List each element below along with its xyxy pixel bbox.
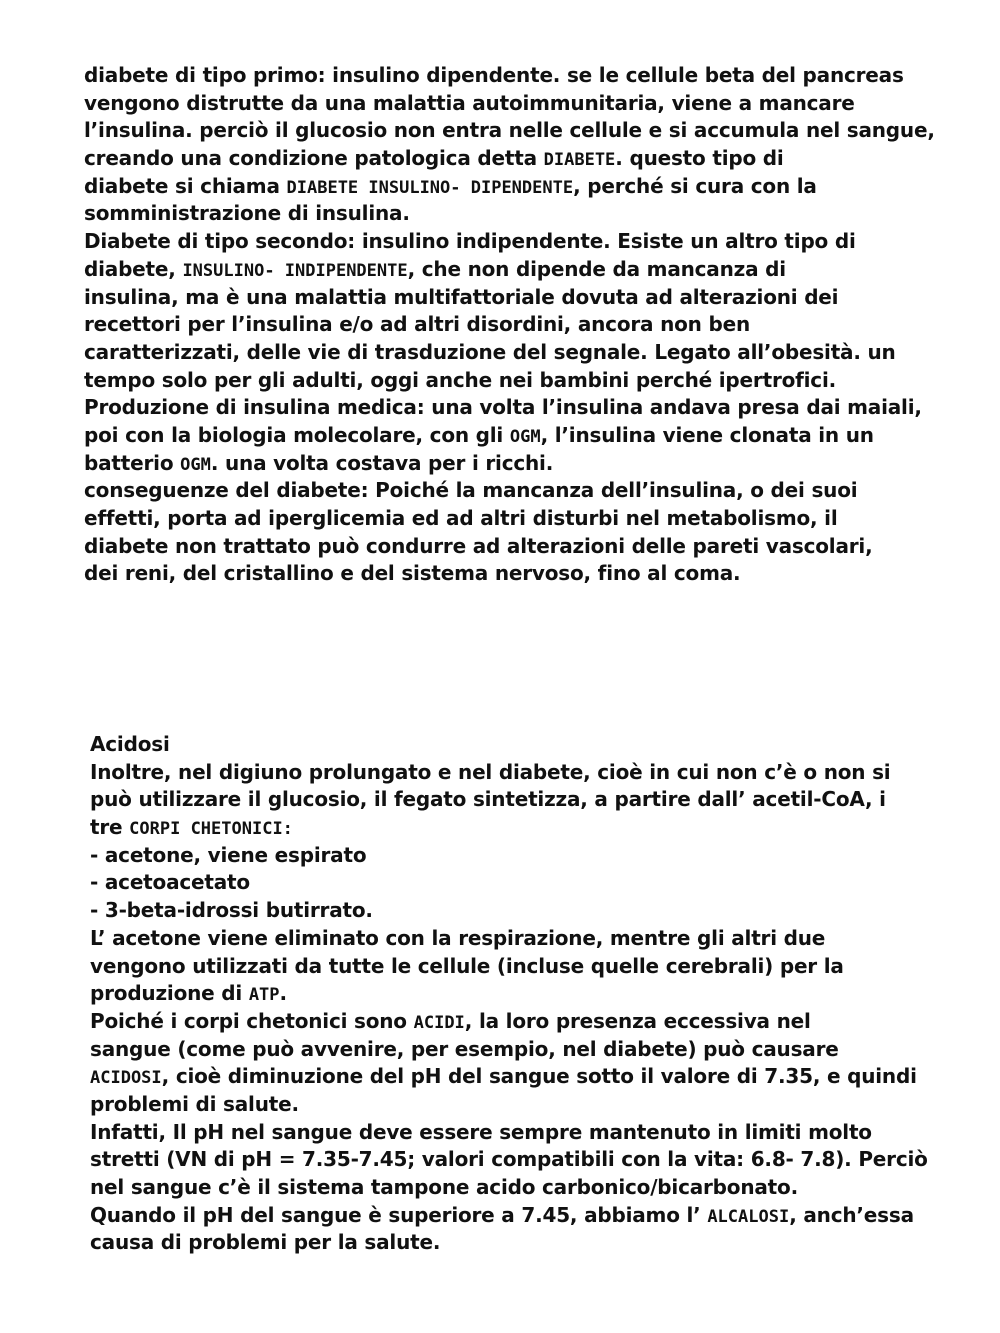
text-run: recettori per l’insulina e/o ad altri disordini, ancora non ben (84, 312, 750, 337)
emphasized-term: ALCALOSI (707, 1206, 790, 1227)
emphasized-term: ACIDOSI (90, 1068, 162, 1089)
text-run: dei reni, del cristallino e del sistema nervoso, fino al coma. (84, 561, 741, 586)
emphasized-term: CORPI CHETONICI: (129, 819, 293, 840)
text-run: conseguenze del diabete: Poiché la mancanza dell’insulina, o dei suoi (84, 478, 858, 503)
text-run: diabete non trattato può condurre ad alterazioni delle pareti vascolari, (84, 533, 873, 558)
text-run: tre (90, 815, 130, 840)
text-line (84, 173, 964, 201)
text-line (84, 200, 964, 228)
text-run: diabete, (84, 256, 183, 281)
diabetes-notes (84, 62, 964, 588)
text-line (90, 953, 970, 981)
text-line (84, 533, 964, 561)
text-line (90, 731, 970, 759)
text-run: Inoltre, nel digiuno prolungato e nel diabete, cioè in cui non c’è o non si (90, 759, 891, 784)
text-run: Acidosi (90, 732, 170, 756)
text-run: caratterizzati, delle vie di trasduzione del segnale. Legato all’obesità. un (84, 339, 896, 364)
text-line (84, 560, 964, 588)
text-run: somministrazione di insulina. (84, 201, 410, 226)
text-line (84, 284, 964, 312)
text-run: diabete si chiama (84, 173, 287, 198)
emphasized-term: DIABETE (543, 150, 616, 171)
text-run: diabete di tipo primo: insulino dipendente. se le cellule beta del pancreas (84, 63, 904, 87)
text-line (84, 422, 964, 450)
text-line (84, 311, 964, 339)
text-run: batterio (84, 450, 181, 475)
text-run: vengono utilizzati da tutte le cellule (incluse quelle cerebrali) per la (90, 953, 844, 978)
text-line (84, 367, 964, 395)
text-line (84, 505, 964, 533)
text-run: produzione di (90, 981, 249, 1006)
text-line (90, 897, 970, 925)
text-line (90, 1008, 970, 1036)
text-run: tempo solo per gli adulti, oggi anche nei bambini perché ipertrofici. (84, 367, 837, 392)
text-run: , perché si cura con la (573, 173, 817, 198)
text-run: l’insulina. perciò il glucosio non entra nelle cellule e si accumula nel sangue, (84, 118, 935, 143)
text-line (90, 786, 970, 814)
text-run: L’ acetone viene eliminato con la respirazione, mentre gli altri due (90, 925, 826, 950)
text-line (90, 869, 970, 897)
text-line (90, 1146, 970, 1174)
text-line (84, 62, 964, 90)
text-run: , anch’essa (789, 1202, 914, 1227)
acidosis-notes (90, 731, 970, 1257)
text-line (90, 1036, 970, 1064)
text-line (90, 1063, 970, 1091)
text-line (90, 925, 970, 953)
text-line (90, 842, 970, 870)
text-run: nel sangue c’è il sistema tampone acido carbonico/bicarbonato. (90, 1175, 798, 1199)
text-run: . questo tipo di (615, 146, 784, 171)
text-run: può utilizzare il glucosio, il fegato sintetizza, a partire dall’ acetil-CoA, i (90, 787, 886, 812)
text-line (90, 1174, 970, 1202)
text-line (84, 228, 964, 256)
text-run: problemi di salute. (90, 1091, 299, 1116)
text-line (84, 450, 964, 478)
text-run: causa di problemi per la salute. (90, 1230, 441, 1255)
text-run: Poiché i corpi chetonici sono (90, 1008, 414, 1033)
emphasized-term: ACIDI (413, 1012, 465, 1033)
text-line (84, 90, 964, 118)
emphasized-term: ATP (248, 985, 280, 1006)
text-line (84, 256, 964, 284)
text-run: poi con la biologia molecolare, con gli (84, 422, 510, 447)
emphasized-term: OGM (180, 454, 211, 475)
text-run: - acetone, viene espirato (90, 842, 367, 867)
text-line (84, 394, 964, 422)
text-line (84, 145, 964, 173)
text-run: Diabete di tipo secondo: insulino indipendente. Esiste un altro tipo di (84, 229, 856, 254)
text-run: . una volta costava per i ricchi. (210, 450, 554, 475)
text-run: - 3-beta-idrossi butirrato. (90, 898, 373, 923)
text-run: Infatti, Il pH nel sangue deve essere sempre mantenuto in limiti molto (90, 1119, 872, 1144)
text-run: Produzione di insulina medica: una volta l’insulina andava presa dai maiali, (84, 395, 922, 420)
text-run: creando una condizione patologica detta (84, 146, 544, 171)
text-line (90, 980, 970, 1008)
text-run: , l’insulina viene clonata in un (540, 422, 874, 447)
emphasized-term: INSULINO- INDIPENDENTE (182, 260, 408, 281)
emphasized-term: OGM (509, 426, 541, 447)
text-line (90, 1091, 970, 1119)
text-run: effetti, porta ad iperglicemia ed ad altri disturbi nel metabolismo, il (84, 506, 838, 530)
text-line (90, 1119, 970, 1147)
text-line (90, 759, 970, 787)
text-run: , cioè diminuzione del pH del sangue sotto il valore di 7.35, e quindi (161, 1064, 917, 1089)
text-line (90, 1229, 970, 1257)
text-run: sangue (come può avvenire, per esempio, nel diabete) può causare (90, 1036, 839, 1061)
text-run: - acetoacetato (90, 870, 250, 895)
text-line (84, 477, 964, 505)
text-run: Quando il pH del sangue è superiore a 7.45, abbiamo l’ (90, 1202, 708, 1227)
text-run: vengono distrutte da una malattia autoimmunitaria, viene a mancare (84, 90, 855, 115)
text-run: . (279, 981, 287, 1006)
text-run: , che non dipende da mancanza di (407, 256, 786, 281)
text-line (90, 814, 970, 842)
emphasized-term: DIABETE INSULINO- DIPENDENTE (286, 177, 574, 198)
text-line (90, 1202, 970, 1230)
text-run: stretti (VN di pH = 7.35-7.45; valori compatibili con la vita: 6.8- 7.8). Perciò (90, 1147, 928, 1172)
text-line (84, 339, 964, 367)
text-run: insulina, ma è una malattia multifattoriale dovuta ad alterazioni dei (84, 284, 839, 309)
text-line (84, 117, 964, 145)
text-run: , la loro presenza eccessiva nel (464, 1008, 811, 1033)
